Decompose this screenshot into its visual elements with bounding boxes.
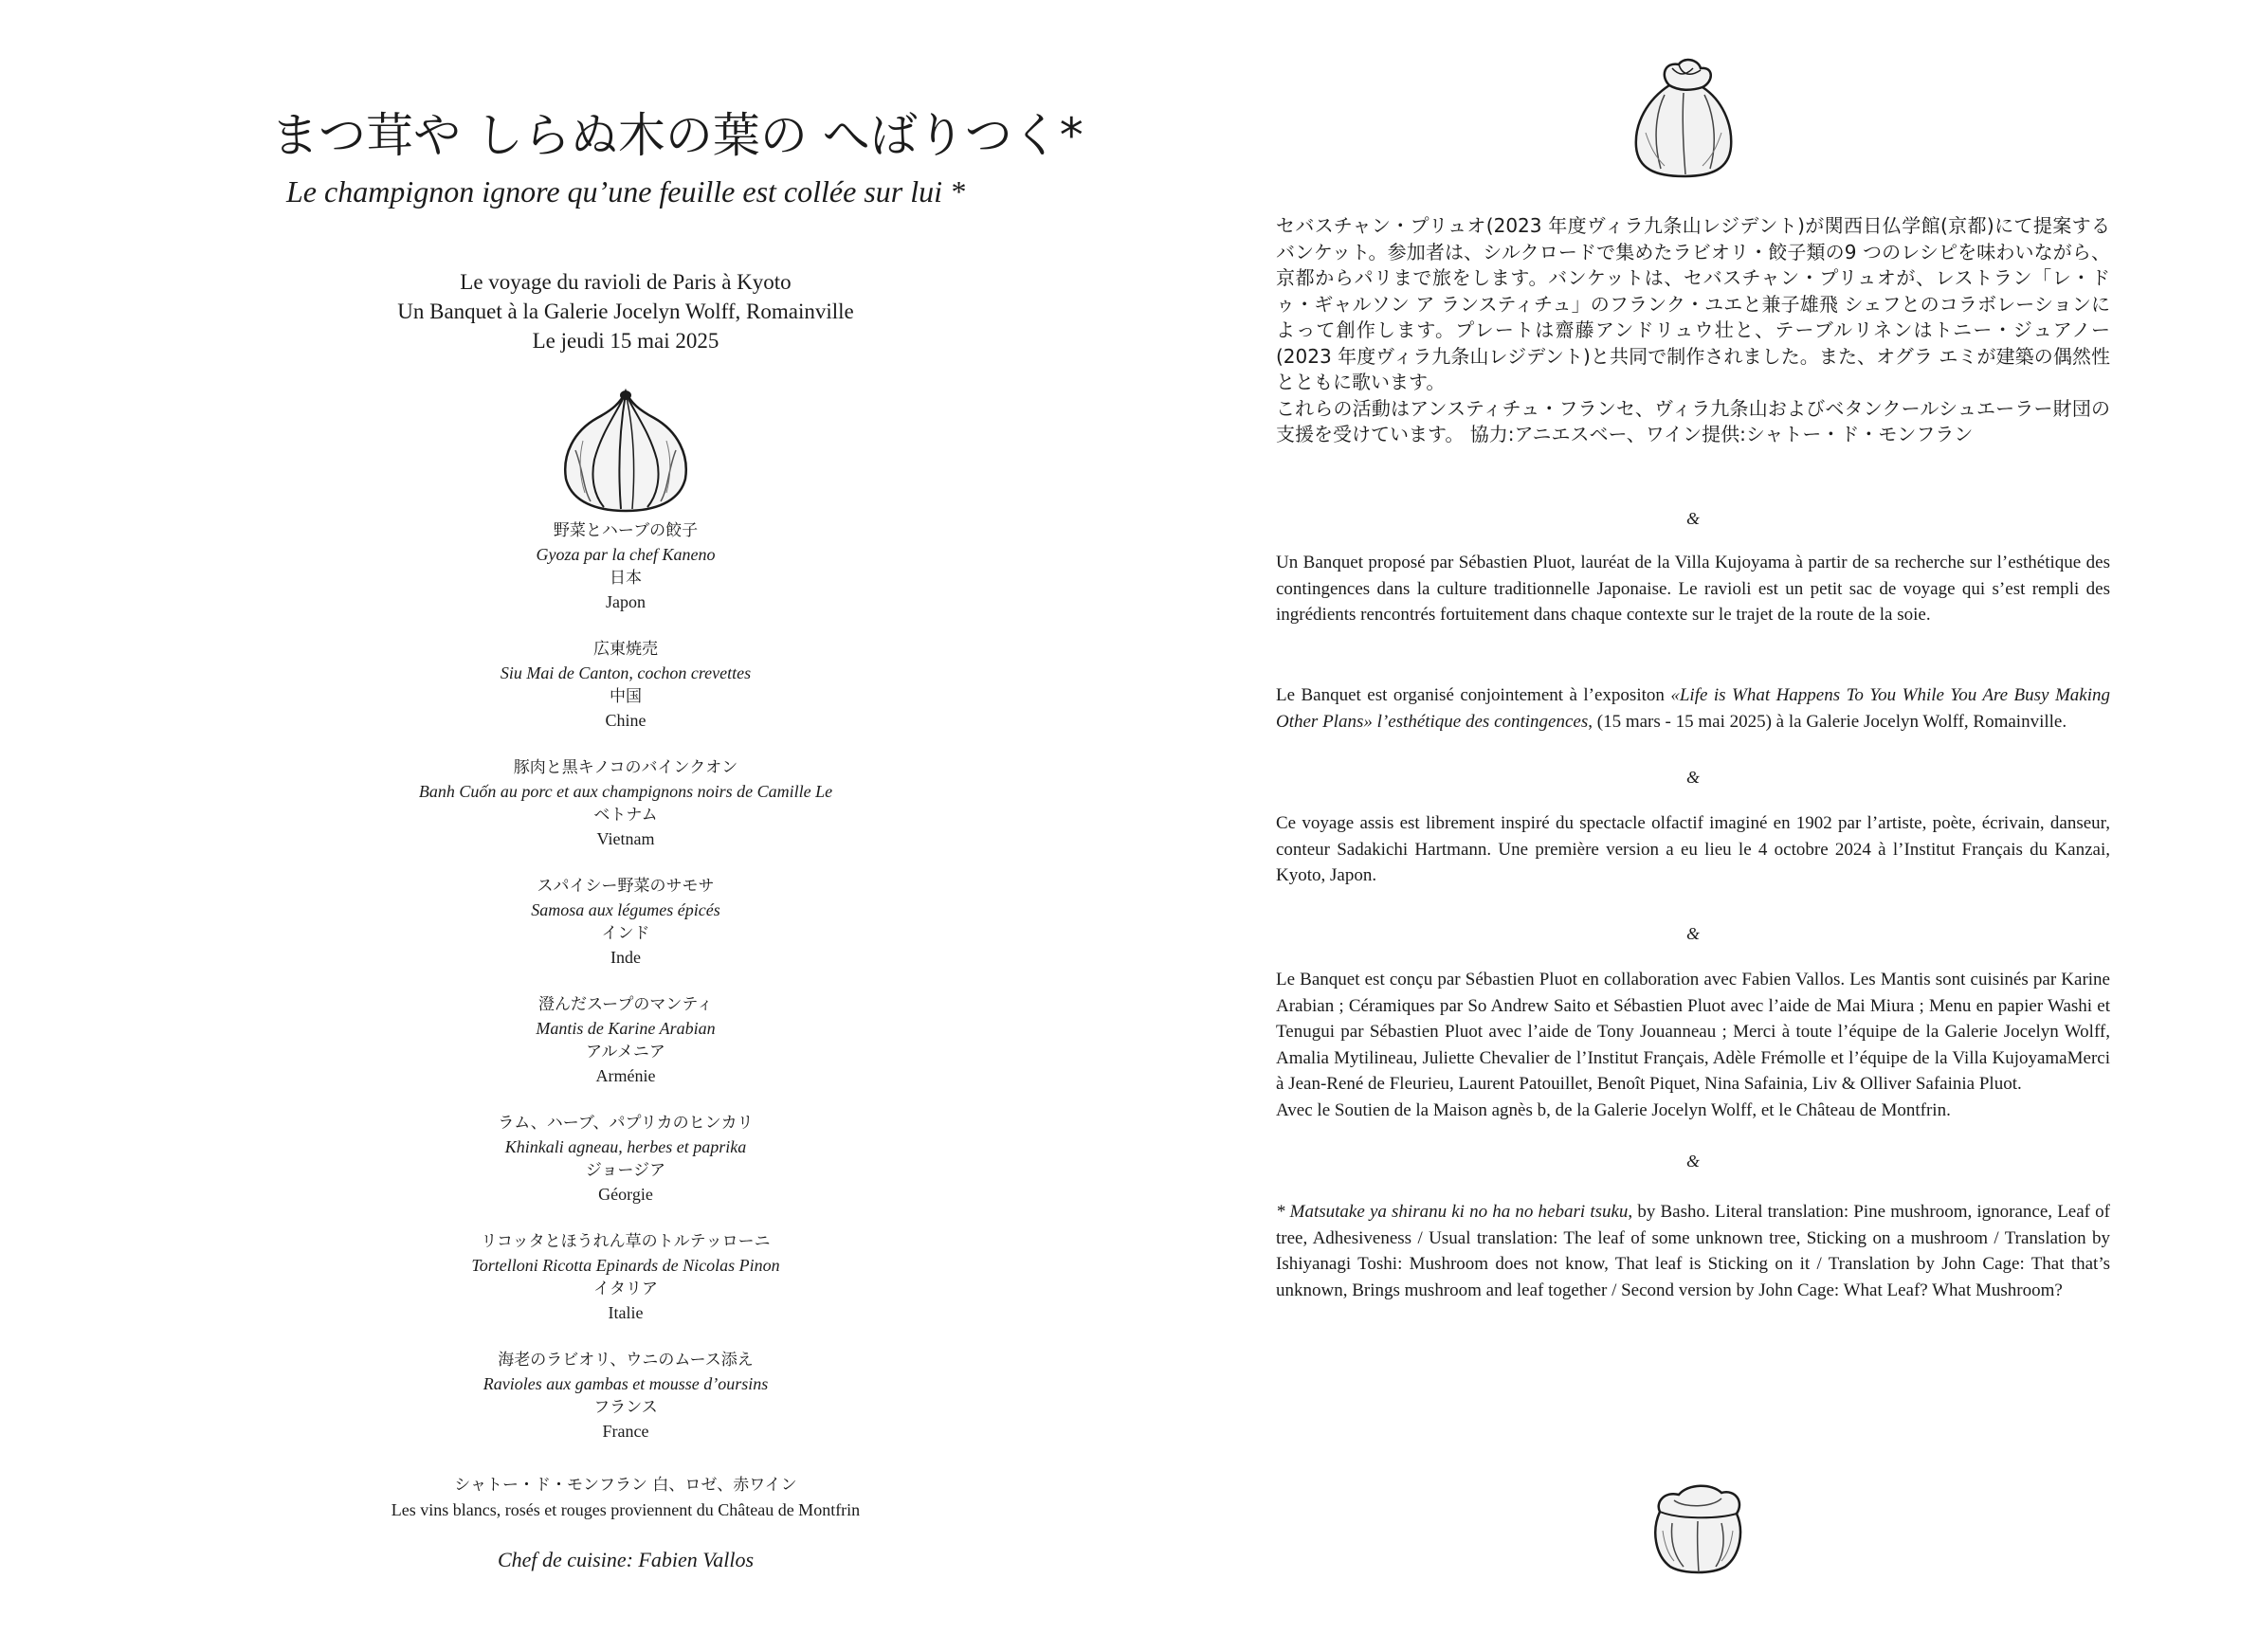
ampersand-divider: & [1685, 924, 1700, 943]
menu-course [246, 519, 1005, 638]
menu-course [246, 1349, 1005, 1467]
paragraph-text [1276, 682, 2110, 735]
course-country: Japon [606, 592, 646, 611]
course-name-fr: Banh Cuốn au porc et aux champignons noirs de Camille Le [418, 782, 833, 801]
ampersand-divider: & [1685, 1152, 1700, 1171]
text-run: , by Basho. Literal translation: Pine mushroom, ignorance, Leaf of tree, Adhesiveness / Usual translation: The leaf of some unknown tree, Sticking on a mushroom / Translation by Ishiyanagi Toshi: Mushroom does not know, That leaf is Sticking on it / Translation by John Cage: That that’s unknown, Brings mushroom and leaf together / Second version by John Cage: What Leaf? What Mushroom? [1276, 1202, 2110, 1300]
exhibition-title: «Life is What Happens To You While You Are Busy Making Other Plans» l’esthétique des contingences [1276, 685, 2110, 732]
haiku-french: Le champignon ignore qu’une feuille est collée sur lui * [285, 174, 965, 209]
course-country: Chine [605, 711, 646, 730]
paragraph-support: Avec le Soutien de la Maison agnès b, de la Galerie Jocelyn Wolff, et le Château de Montfrin. [1276, 1099, 1951, 1120]
menu-course [246, 1230, 1005, 1349]
course-name-fr: Mantis de Karine Arabian [536, 1019, 716, 1038]
footnote-romaji: * Matsutake ya shiranu ki no ha no hebari tsuku [1276, 1202, 1629, 1222]
jp-paragraph-2: これらの活動はアンスティチュ・フランセ、ヴィラ九条山およびベタンクールシュエーラー財団の支援を受けています。 協力:アニエスベー、ワイン提供:シャトー・ド・モンフラン [1276, 396, 2110, 445]
course-country-jp: 日本 [610, 569, 642, 588]
course-name-jp: リコッタとほうれん草のトルテッローニ [481, 1232, 771, 1251]
paragraph-banquet [1276, 550, 2110, 628]
course-name-jp: ラム、ハーブ、パプリカのヒンカリ [498, 1114, 754, 1133]
course-country: Vietnam [596, 829, 655, 848]
paragraph-inspiration [1276, 810, 2110, 889]
course-country-jp: ベトナム [593, 806, 658, 825]
course-country-jp: ジョージア [585, 1161, 666, 1180]
menu-course [246, 756, 1005, 875]
course-name-jp: 豚肉と黒キノコのバインクオン [513, 758, 738, 777]
course-name-jp: スパイシー野菜のサモサ [537, 877, 715, 896]
wine-entry [246, 1473, 1005, 1522]
intro-venue: Un Banquet à la Galerie Jocelyn Wolff, Romainville [397, 300, 854, 323]
ravioli-bag-illustration [1646, 1474, 1750, 1578]
paragraph-text: Le Banquet est conçu par Sébastien Pluot en collaboration avec Fabien Vallos. Les Mantis sont cuisinés par Karine Arabian ; Céramiques par So Andrew Saito et Sébastien Pluot avec l’aide de Mai Miura ; Menu en papier Washi et Tenugui par Sébastien Pluot avec l’aide de Tony Jouanneau ; Merci à toute l’équipe de la Galerie Jocelyn Wolff, Amalia Mytilineau, Juliette Chevalier de l’Institut Français, Adèle Frémolle et l’équipe de la Villa KujoyamaMerci à Jean-René de Fleurieu, Laurent Patouillet, Benoît Piquet, Nina Safainia, Liv & Olliver Safainia Pluot. [1276, 970, 2110, 1094]
jp-paragraph-1: セバスチャン・プリュオ(2023 年度ヴィラ九条山レジデント)が関西日仏学館(京都)にて提案するバンケット。参加者は、シルクロードで集めたラビオリ・餃子類の9 つのレシピを味わいながら、京都からパリまで旅をします。バンケットは、セバスチャン・プリュオが、レストラン「レ・ドゥ・ギャルソン ア ランスティチュ」のフランク・ユエと兼子雄飛 シェフとのコラボレーションによって創作します。プレートは齋藤アンドリュウ壮と、テーブルリネンはトニー・ジュアノー(2023 年度ヴィラ九条山レジデント)と共同で制作されました。また、オグラ エミが建築の偶然性とともに歌います。 [1276, 214, 2110, 393]
footnote [1276, 1199, 2110, 1303]
course-name-jp: 海老のラビオリ、ウニのムース添え [498, 1351, 754, 1370]
ampersand-divider: & [1685, 509, 1700, 528]
paragraph-text: Ce voyage assis est librement inspiré du spectacle olfactif imaginé en 1902 par l’artiste, poète, écrivain, danseur, conteur Sadakichi Hartmann. Une première version a eu lieu le 4 octobre 2024 à l’Institut Français du Kanzai, Kyoto, Japon. [1276, 813, 2110, 885]
japanese-description [1276, 213, 2110, 448]
paragraph-credits [1276, 967, 2110, 1123]
course-country: France [602, 1422, 649, 1441]
course-country-jp: イタリア [593, 1280, 658, 1298]
course-country: Géorgie [598, 1185, 653, 1204]
course-name-jp: 野菜とハーブの餃子 [553, 521, 699, 540]
event-intro [246, 267, 1005, 355]
course-name-fr: Gyoza par la chef Kaneno [536, 545, 716, 564]
ampersand-divider: & [1685, 768, 1700, 787]
menu-course [246, 638, 1005, 756]
text-run: Le Banquet est organisé conjointement à l’expositon [1276, 685, 1671, 705]
course-name-jp: 澄んだスープのマンティ [538, 995, 713, 1014]
haiku-japanese: まつ茸や しらぬ木の葉の へばりつく* [271, 108, 1083, 163]
course-country: Italie [608, 1303, 644, 1322]
paragraph-exhibition [1276, 682, 2110, 735]
course-country-jp: アルメニア [586, 1043, 665, 1062]
text-run: , (15 mars - 15 mai 2025) à la Galerie Jocelyn Wolff, Romainville. [1588, 711, 2067, 732]
course-name-fr: Tortelloni Ricotta Epinards de Nicolas Pinon [471, 1256, 780, 1275]
course-name-fr: Samosa aux légumes épicés [531, 900, 720, 919]
course-country-jp: フランス [593, 1398, 658, 1417]
intro-title: Le voyage du ravioli de Paris à Kyoto [460, 270, 792, 294]
menu-course [246, 1112, 1005, 1230]
course-name-jp: 広東焼売 [593, 640, 658, 659]
course-name-fr: Siu Mai de Canton, cochon crevettes [500, 663, 752, 682]
chef-credit: Chef de cuisine: Fabien Vallos [497, 1548, 755, 1571]
footnote-text [1276, 1199, 2110, 1303]
course-country: Arménie [595, 1066, 656, 1085]
course-name-fr: Khinkali agneau, herbes et paprika [504, 1137, 747, 1156]
paragraph-text: Un Banquet proposé par Sébastien Pluot, lauréat de la Villa Kujoyama à partir de sa recherche sur l’esthétique des contingences dans la culture traditionnelle Japonaise. Le ravioli est un petit sac de voyage qui s’est rempli des ingrédients rencontrés fortuitement dans chaque contexte sur le trajet de la route de la soie. [1276, 553, 2110, 625]
dumpling-illustration [555, 384, 697, 517]
menu-course [246, 993, 1005, 1112]
wine-fr: Les vins blancs, rosés et rouges proviennent du Château de Montfrin [391, 1500, 861, 1519]
intro-date: Le jeudi 15 mai 2025 [532, 329, 719, 353]
course-country-jp: インド [601, 924, 650, 943]
course-country: Inde [610, 948, 641, 967]
course-name-fr: Ravioles aux gambas et mousse d’oursins [483, 1374, 769, 1393]
course-country-jp: 中国 [610, 687, 642, 706]
wine-jp: シャトー・ド・モンフラン 白、ロゼ、赤ワイン [454, 1476, 797, 1495]
menu-list [246, 519, 1005, 1573]
pouch-dumpling-illustration [1627, 57, 1740, 180]
menu-course [246, 875, 1005, 993]
